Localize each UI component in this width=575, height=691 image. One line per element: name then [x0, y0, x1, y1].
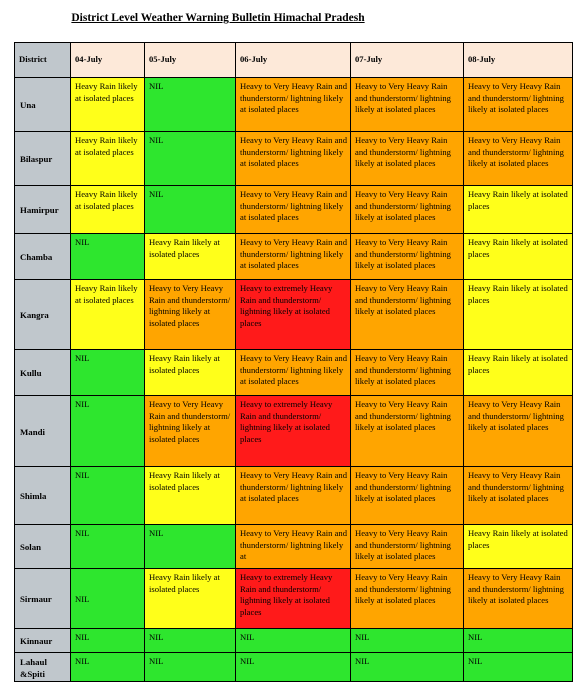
warning-cell: NIL	[145, 78, 236, 132]
warning-cell: Heavy to Very Heavy Rain and thunderstorm/ lightning likely at isolated places	[464, 396, 573, 467]
warning-cell: Heavy to Very Heavy Rain and thunderstorm/ lightning likely at isolated places	[351, 525, 464, 569]
warning-cell: Heavy to Very Heavy Rain and thunderstorm/ lightning likely at isolated places	[464, 467, 573, 525]
header-row	[15, 43, 573, 78]
warning-cell: NIL	[464, 629, 573, 653]
district-name: Kangra	[15, 280, 71, 350]
table-row	[15, 350, 573, 396]
table-body	[15, 78, 573, 682]
warning-cell: Heavy to Very Heavy Rain and thunderstorm/ lightning likely at isolated places	[351, 350, 464, 396]
warning-cell: Heavy Rain likely at isolated places	[464, 350, 573, 396]
warning-cell: Heavy Rain likely at isolated places	[145, 350, 236, 396]
table-row	[15, 234, 573, 280]
warning-cell: Heavy to Very Heavy Rain and thunderstorm/ lightning likely at isolated places	[351, 186, 464, 234]
warning-cell: Heavy Rain likely at isolated places	[71, 280, 145, 350]
warning-cell: Heavy to extremely Heavy Rain and thunderstorm/ lightning likely at isolated places	[236, 396, 351, 467]
warning-cell: Heavy to Very Heavy Rain and thunderstorm/ lightning likely at isolated places	[351, 234, 464, 280]
warning-cell: NIL	[145, 186, 236, 234]
warning-cell: Heavy to Very Heavy Rain and thunderstorm/ lightning likely at isolated places	[351, 280, 464, 350]
warning-cell: NIL	[71, 569, 145, 629]
warning-table	[14, 42, 573, 682]
table-row	[15, 629, 573, 653]
district-name: Lahaul &Spiti	[15, 653, 71, 682]
warning-cell: NIL	[71, 467, 145, 525]
warning-cell: Heavy to Very Heavy Rain and thunderstorm/ lightning likely at isolated places	[236, 234, 351, 280]
table-row	[15, 78, 573, 132]
warning-cell: Heavy to Very Heavy Rain and thunderstorm/ lightning likely at isolated places	[351, 78, 464, 132]
district-name: Chamba	[15, 234, 71, 280]
table-row	[15, 132, 573, 186]
table-row	[15, 186, 573, 234]
header-district: District	[15, 43, 71, 78]
header-day-1: 04-July	[71, 43, 145, 78]
warning-cell: Heavy Rain likely at isolated places	[145, 569, 236, 629]
warning-cell: Heavy to Very Heavy Rain and thunderstorm/ lightning likely at isolated places	[236, 186, 351, 234]
warning-cell: Heavy Rain likely at isolated places	[145, 234, 236, 280]
header-day-2: 05-July	[145, 43, 236, 78]
table-row	[15, 569, 573, 629]
warning-cell: Heavy Rain likely at isolated places	[464, 525, 573, 569]
warning-cell: Heavy Rain likely at isolated places	[71, 78, 145, 132]
district-name: Hamirpur	[15, 186, 71, 234]
warning-cell: NIL	[145, 525, 236, 569]
warning-cell: Heavy Rain likely at isolated places	[145, 467, 236, 525]
warning-cell: NIL	[71, 396, 145, 467]
table-row	[15, 525, 573, 569]
table-row	[15, 653, 573, 682]
warning-cell: Heavy Rain likely at isolated places	[464, 186, 573, 234]
table-row	[15, 467, 573, 525]
warning-cell: Heavy to Very Heavy Rain and thunderstorm/ lightning likely at isolated places	[464, 569, 573, 629]
header-day-4: 07-July	[351, 43, 464, 78]
warning-cell: Heavy to Very Heavy Rain and thunderstorm/ lightning likely at isolated places	[236, 467, 351, 525]
warning-cell: Heavy to Very Heavy Rain and thunderstorm/ lightning likely at isolated places	[464, 132, 573, 186]
warning-cell: NIL	[71, 629, 145, 653]
warning-cell: Heavy to Very Heavy Rain and thunderstorm/ lightning likely at isolated places	[236, 350, 351, 396]
warning-cell: NIL	[71, 653, 145, 682]
warning-cell: NIL	[236, 653, 351, 682]
warning-cell: Heavy Rain likely at isolated places	[464, 234, 573, 280]
warning-cell: Heavy Rain likely at isolated places	[71, 186, 145, 234]
warning-cell: Heavy to Very Heavy Rain and thunderstorm/ lightning likely at isolated places	[351, 467, 464, 525]
warning-cell: NIL	[145, 653, 236, 682]
warning-cell: Heavy to Very Heavy Rain and thunderstorm/ lightning likely at isolated places	[351, 132, 464, 186]
warning-cell: Heavy to Very Heavy Rain and thunderstorm/ lightning likely at isolated places	[236, 78, 351, 132]
warning-cell: Heavy to Very Heavy Rain and thunderstorm/ lightning likely at isolated places	[464, 78, 573, 132]
warning-cell: Heavy to Very Heavy Rain and thunderstorm/ lightning likely at isolated places	[145, 280, 236, 350]
warning-cell: Heavy to Very Heavy Rain and thunderstorm/ lightning likely at isolated places	[351, 569, 464, 629]
warning-cell: NIL	[71, 350, 145, 396]
district-name: Kinnaur	[15, 629, 71, 653]
warning-cell: NIL	[351, 653, 464, 682]
district-name: Bilaspur	[15, 132, 71, 186]
district-name: Shimla	[15, 467, 71, 525]
warning-cell: Heavy to extremely Heavy Rain and thunderstorm/ lightning likely at isolated places	[236, 280, 351, 350]
warning-cell: NIL	[145, 629, 236, 653]
district-name: Kullu	[15, 350, 71, 396]
district-name: Mandi	[15, 396, 71, 467]
warning-cell: Heavy Rain likely at isolated places	[71, 132, 145, 186]
header-day-5: 08-July	[464, 43, 573, 78]
district-name: Solan	[15, 525, 71, 569]
table-row	[15, 396, 573, 467]
bulletin-title: District Level Weather Warning Bulletin Himachal Pradesh	[71, 12, 365, 24]
header-day-3: 06-July	[236, 43, 351, 78]
warning-cell: NIL	[71, 234, 145, 280]
district-name: Una	[15, 78, 71, 132]
warning-cell: Heavy to Very Heavy Rain and thunderstorm/ lightning likely at	[236, 525, 351, 569]
warning-cell: NIL	[464, 653, 573, 682]
table-row	[15, 280, 573, 350]
warning-cell: Heavy Rain likely at isolated places	[464, 280, 573, 350]
warning-cell: Heavy to extremely Heavy Rain and thunderstorm/ lightning likely at isolated places	[236, 569, 351, 629]
warning-cell: Heavy to Very Heavy Rain and thunderstorm/ lightning likely at isolated places	[145, 396, 236, 467]
warning-cell: NIL	[236, 629, 351, 653]
warning-cell: Heavy to Very Heavy Rain and thunderstorm/ lightning likely at isolated places	[351, 396, 464, 467]
warning-cell: NIL	[145, 132, 236, 186]
warning-cell: Heavy to Very Heavy Rain and thunderstorm/ lightning likely at isolated places	[236, 132, 351, 186]
warning-cell: NIL	[351, 629, 464, 653]
district-name: Sirmaur	[15, 569, 71, 629]
warning-cell: NIL	[71, 525, 145, 569]
